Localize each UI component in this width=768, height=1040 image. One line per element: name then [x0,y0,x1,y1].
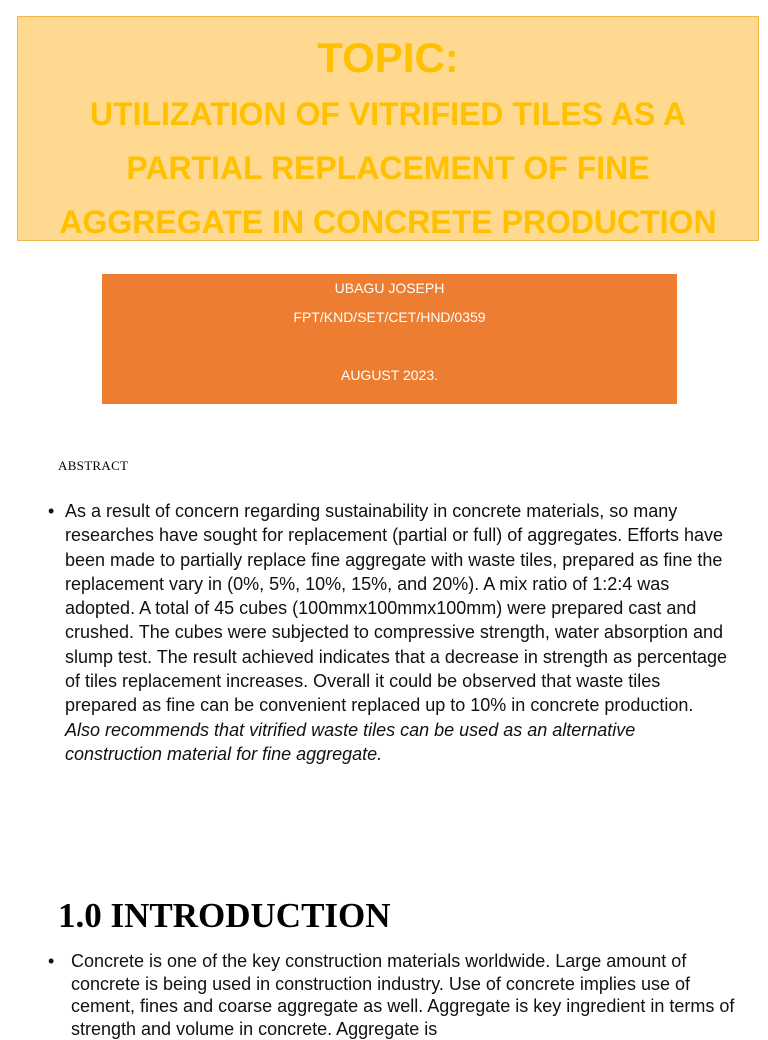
title-line-3: AGGREGATE IN CONCRETE PRODUCTION [59,204,717,240]
abstract-body: As a result of concern regarding sustainability in concrete materials, so many researches have sought for replacement (partial or full) of aggregates. Efforts have been made to partially replace fine aggregate with waste tiles, prepared as fine the replacement vary in (0%, 5%, 10%, 15%, and 20%). A mix ratio of 1:2:4 was adopted. A total of 45 cubes (100mmx100mmx100mm) were prepared cast and crushed. The cubes were subjected to compressive strength, water absorption and slump test. The result achieved indicates that a decrease in strength as percentage of tiles replacement increases. Overall it could be observed that waste tiles prepared as fine can be convenient replaced up to 10% in concrete production. [65,501,728,716]
abstract-recommendation: Also recommends that vitrified waste tiles can be used as an alternative construction material for fine aggregate. [65,719,636,764]
abstract-paragraph [48,499,728,766]
author-id: FPT/KND/SET/CET/HND/0359 [293,309,486,325]
introduction-text: Concrete is one of the key construction materials worldwide. Large amount of concrete is being used in construction industry. Use of concrete implies use of cement, fines and coarse aggregate as well. Aggregate is key ingredient in terms of strength and volume in concrete. Aggregate is [71,951,735,1039]
introduction-paragraph [48,950,748,1040]
bullet-icon: • [48,501,55,521]
title-line-1: UTILIZATION OF VITRIFIED TILES AS A [89,96,687,132]
title-line-2: PARTIAL REPLACEMENT OF FINE [126,150,650,186]
author-spacer [102,332,677,361]
topic-label: TOPIC: [317,34,459,81]
abstract-heading: ABSTRACT [58,458,129,473]
title-box [17,16,759,241]
abstract-text [65,499,728,766]
author-date: AUGUST 2023. [340,367,438,383]
author-name: UBAGU JOSEPH [334,280,445,296]
bullet-icon: • [48,951,55,971]
introduction-heading: 1.0 INTRODUCTION [58,896,391,935]
page-title [18,87,758,249]
author-box [102,274,677,404]
